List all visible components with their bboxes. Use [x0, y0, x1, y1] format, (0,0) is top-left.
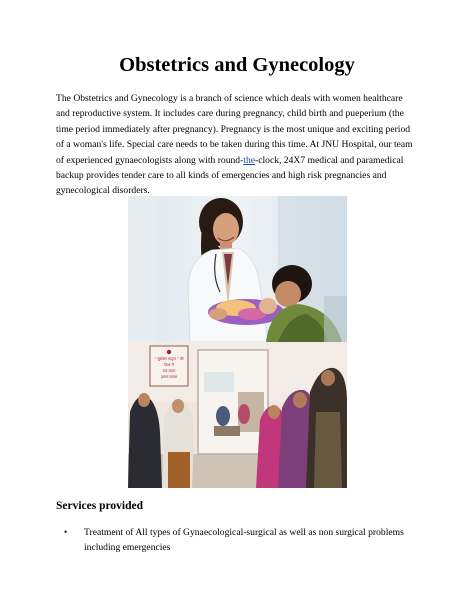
list-item — [56, 525, 418, 555]
intro-link[interactable]: the — [243, 154, 256, 166]
intro-text-start: The Obstetrics and Gynecology is a branch of science which deals with women healthcare and reproductive system. It includes care during pregnancy, child birth and pueperium (the time period immediately after pregnancy). Pregnancy is the most unique and exciting period of a woman's life. Special care needs to be taken during this time. At JNU Hospital, our team of experienced gynaecologists along with round- — [56, 93, 413, 166]
service-item-text: Treatment of All types of Gynaecological-surgical as well as non surgical problems including emergencies — [84, 527, 404, 553]
sign-line-3: एक कदम — [162, 369, 176, 373]
doctor-with-newborn-illustration — [128, 196, 347, 342]
waiting-area-illustration — [128, 342, 347, 488]
sign-line-2: दिशा में — [164, 363, 174, 367]
services-heading: Services provided — [56, 500, 143, 512]
page-title: Obstetrics and Gynecology — [119, 54, 355, 76]
intro-paragraph — [56, 91, 418, 199]
doctor-with-newborn-photo — [128, 196, 347, 342]
sign-line-4: हमारा प्रयास — [160, 375, 178, 379]
services-list — [56, 525, 418, 555]
sign-line-1: " सुरक्षित मातृत्व " की — [154, 357, 184, 361]
intro-text-end: -clock, 24X7 medical and paramedical backup provides tender care to all kinds of emergencies and high risk pregnancies and gynecological disorders. — [56, 154, 404, 197]
bullet-marker: • — [64, 527, 68, 537]
hospital-waiting-area-photo — [128, 342, 347, 488]
